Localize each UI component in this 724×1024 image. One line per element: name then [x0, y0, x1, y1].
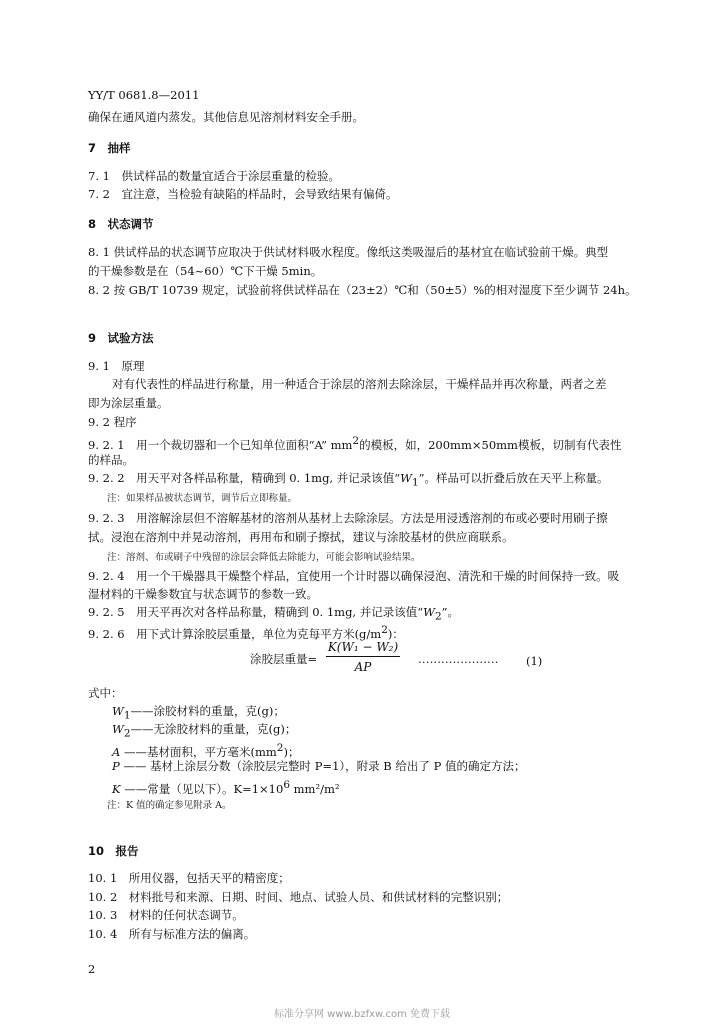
where-a: A ——基材面积，平方毫米$(mm^2)$；	[112, 742, 300, 759]
intro-line: 确保在通风道内蒸发。其他信息见溶剂材料安全手册。	[88, 110, 364, 124]
note-3: 注：K 值的确定参见附录 A。	[107, 800, 232, 811]
page-number: 2	[88, 962, 96, 976]
clause-9-2-1-line1: 9. 2. 1 用一个裁切器和一个已知单位面积“A” $mm^2$的模板，如，200mm×50mm模板，切制有代表性	[88, 435, 622, 452]
clause-9-2-2: 9. 2. 2 用天平对各样品称量，精确到 0. 1mg, 并记录该值“$W_1$”。样品可以折叠后放在天平上称量。	[88, 471, 609, 489]
clause-9-2-title: 9. 2 程序	[88, 415, 137, 429]
clause-10-2: 10. 2 材料批号和来源、日期、时间、地点、试验人员、和供试材料的完整识别；	[88, 890, 509, 904]
where-label: 式中：	[88, 686, 123, 700]
clause-9-2-3-line1: 9. 2. 3 用溶解涂层但不溶解基材的溶剂从基材上去除涂层。方法是用浸透溶剂的布或必要时用刷子擦	[88, 511, 608, 525]
section-9-heading: 9 试验方法	[88, 331, 154, 345]
clause-9-2-1-line2: 的样品。	[88, 453, 134, 467]
where-w1: $W_1——$涂胶材料的重量，克(g)；	[112, 704, 285, 722]
where-k: K ——常量（见以下）。$K=1\times 10^6$ mm²/m²	[112, 779, 340, 796]
clause-8-1-line2: 的干燥参数是在（54~60）℃下干燥 5min。	[88, 264, 323, 278]
clause-9-2-5: 9. 2. 5 用天平再次对各样品称量，精确到 0. 1mg, 并记录该值“$W_2$”。	[88, 605, 460, 623]
clause-9-1-line1: 对有代表性的样品进行称量，用一种适合于涂层的溶剂去除涂层，干燥样品并再次称量，两者之差	[112, 377, 607, 391]
formula-leader-dots: …………………	[418, 652, 499, 666]
formula-numerator: K(W₁ − W₂)	[326, 640, 400, 657]
clause-9-2-4-line2: 湿材料的干燥参数宜与状态调节的参数一致。	[88, 587, 318, 601]
formula-number: (1)	[526, 654, 543, 668]
clause-7-2: 7. 2 宜注意，当检验有缺陷的样品时，会导致结果有偏倚。	[88, 187, 398, 201]
clause-9-1-line2: 即为涂层重量。	[88, 396, 169, 410]
where-p: P —— 基材上涂层分数（涂胶层完整时 P=1），附录 B 给出了 P 值的确定方法；	[112, 759, 526, 773]
section-7-heading: 7 抽样	[88, 141, 131, 155]
formula-denominator: AP	[354, 660, 372, 674]
where-w2: $W_2——$无涂胶材料的重量，克(g)；	[112, 722, 297, 740]
footer-watermark: 标准分享网 www.bzfxw.com 免费下载	[274, 1009, 450, 1020]
formula-fraction	[326, 640, 400, 674]
clause-9-1-title: 9. 1 原理	[88, 359, 145, 373]
clause-9-2-6: 9. 2. 6 用下式计算涂胶层重量，单位为克每平方米$(g/m^2)$：	[88, 624, 404, 641]
clause-9-2-4-line1: 9. 2. 4 用一个干燥器具干燥整个样品，宜使用一个计时器以确保浸泡、清洗和干燥的时间保持一致。吸	[88, 569, 620, 583]
formula-lhs: 涂胶层重量=	[250, 652, 318, 666]
section-10-heading: 10 报告	[88, 844, 139, 858]
clause-8-1-line1: 8. 1 供试样品的状态调节应取决于供试材料吸水程度。像纸这类吸湿后的基材宜在临试验前干燥。典型	[88, 245, 609, 259]
clause-10-1: 10. 1 所用仪器，包括天平的精密度；	[88, 871, 290, 885]
section-8-heading: 8 状态调节	[88, 217, 154, 231]
clause-10-3: 10. 3 材料的任何状态调节。	[88, 908, 244, 922]
document-header: YY/T 0681.8—2011	[88, 88, 200, 102]
note-1: 注：如果样品被状态调节，调节后立即称量。	[107, 493, 298, 504]
clause-9-2-3-line2: 拭。浸泡在溶剂中并晃动溶剂，再用布和刷子擦拭，建议与涂胶基材的供应商联系。	[88, 530, 514, 544]
clause-7-1: 7. 1 供试样品的数量宜适合于涂层重量的检验。	[88, 169, 340, 183]
note-2: 注：溶剂、布或刷子中残留的涂层会降低去除能力，可能会影响试验结果。	[107, 552, 421, 563]
clause-10-4: 10. 4 所有与标准方法的偏离。	[88, 927, 256, 941]
clause-8-2: 8. 2 按 GB/T 10739 规定，试验前将供试样品在（23±2）℃和（50±5）%的相对湿度下至少调节 24h。	[88, 283, 637, 297]
